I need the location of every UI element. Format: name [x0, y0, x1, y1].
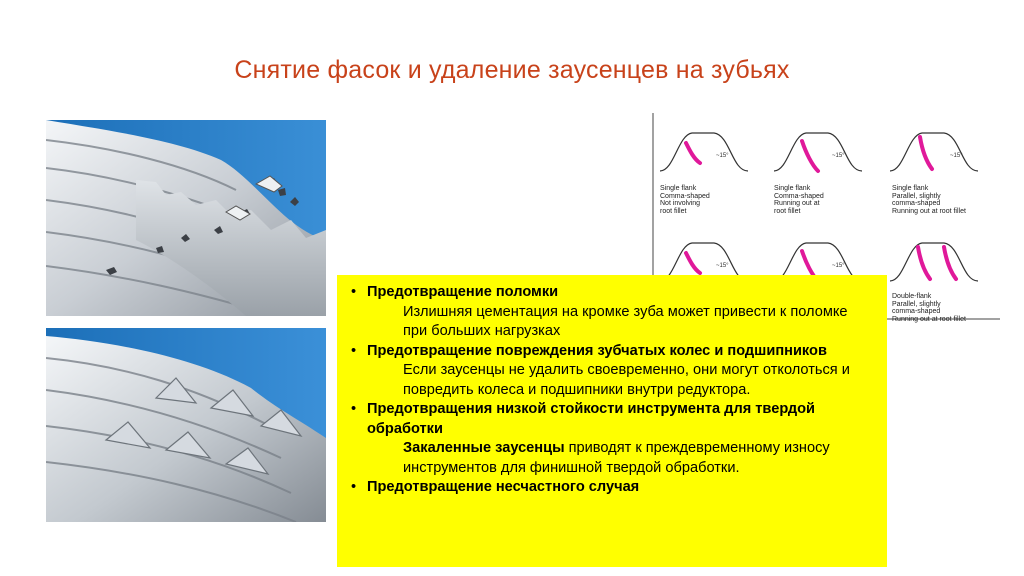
item-text-bold: Закаленные заусенцы [403, 440, 565, 456]
item-heading: Предотвращение несчастного случая [367, 479, 640, 495]
bullet: • [351, 342, 357, 359]
angle-label: ~15° [716, 263, 729, 269]
item-heading: Предотвращения низкой стойкости инструмента для твердой обработки [367, 401, 816, 437]
item-heading: Предотвращение повреждения зубчатых колес и подшипников [367, 342, 827, 359]
item-text: Если заусенцы не удалить своевременно, они могут отколоться и повредить колеса и подшипники внутри редуктора. [403, 362, 850, 398]
list-item [349, 400, 875, 478]
diagram-caption: Double-flank Parallel, slightly comma-shaped Running out at root fillet [892, 293, 966, 323]
angle-label: ~15° [950, 153, 963, 159]
benefits-box [337, 275, 887, 567]
list-item [349, 283, 875, 342]
diagram-caption: Single flank Parallel, slightly comma-shaped Running out at root fillet [892, 185, 966, 215]
bullet: • [351, 479, 357, 495]
list-item [349, 478, 875, 498]
diagram-caption: Single flank Comma-shaped Not involving root fillet [660, 185, 710, 215]
list-item [349, 342, 875, 401]
item-text [367, 439, 875, 478]
bullet: • [351, 401, 357, 417]
bullet: • [351, 284, 357, 300]
slide-title: Снятие фасок и удаление заусенцев на зубьях [234, 56, 790, 84]
item-heading: Предотвращение поломки [367, 284, 559, 300]
angle-label: ~15° [716, 153, 729, 159]
item-text-rest: приводят к преждевременному износу инструментов для финишной твердой обработки. [403, 440, 830, 476]
item-text: Излишняя цементация на кромке зуба может привести к поломке при больших нагрузках [403, 303, 848, 339]
angle-label: ~15° [832, 153, 845, 159]
gear-burrs-photo [46, 120, 326, 316]
angle-label: ~15° [832, 263, 845, 269]
gear-chamfered-photo [46, 328, 326, 522]
diagram-caption: Single flank Comma-shaped Running out at root fillet [774, 185, 824, 215]
